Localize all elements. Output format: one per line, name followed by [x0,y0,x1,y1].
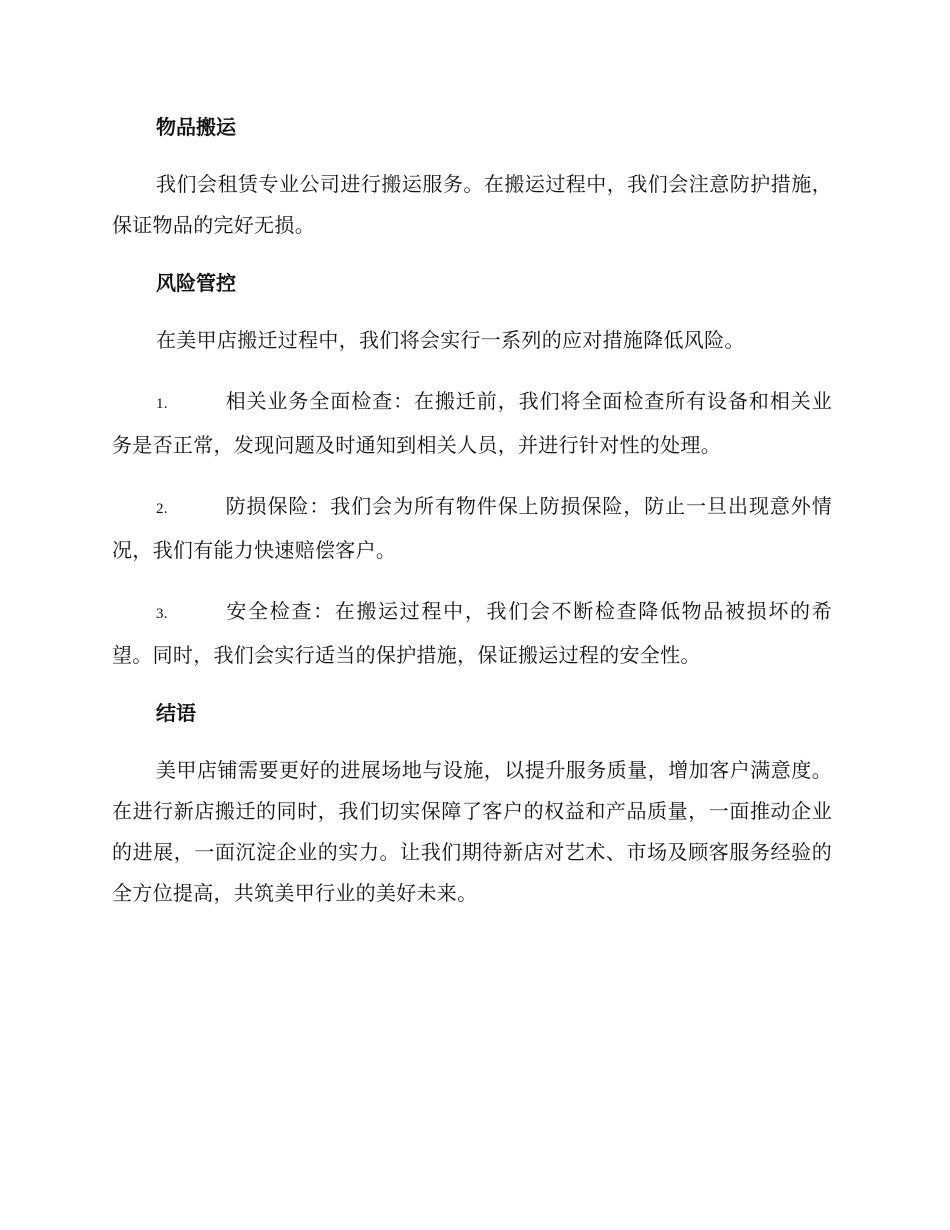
list-item-2 [112,486,832,571]
list-text-1: 相关业务全面检查：在搬迁前，我们将全面检查所有设备和相关业务是否正常，发现问题及时通知到相关人员，并进行针对性的处理。 [112,389,832,457]
section-heading-risk: 风险管控 [156,271,236,295]
paragraph-conclusion: 美甲店铺需要更好的进展场地与设施，以提升服务质量，增加客户满意度。在进行新店搬迁的同时，我们切实保障了客户的权益和产品质量，一面推动企业的进展，一面沉淀企业的实力。让我们期待新店对艺术、市场及顾客服务经验的全方位提高，共筑美甲行业的美好未来。 [112,758,832,905]
list-number-1: 1. [156,396,168,412]
paragraph-transport: 我们会租赁专业公司进行搬运服务。在搬运过程中，我们会注意防护措施，保证物品的完好无损。 [112,172,832,237]
section-heading-transport: 物品搬运 [156,115,236,139]
paragraph-risk-intro: 在美甲店搬迁过程中，我们将会实行一系列的应对措施降低风险。 [156,328,745,352]
section-heading-conclusion: 结语 [156,701,196,725]
list-text-3: 安全检查：在搬运过程中，我们会不断检查降低物品被损坏的希望。同时，我们会实行适当的保护措施，保证搬运过程的安全性。 [112,599,832,667]
list-text-2: 防损保险：我们会为所有物件保上防损保险，防止一旦出现意外情况，我们有能力快速赔偿客户。 [112,494,832,562]
list-number-3: 3. [156,606,168,622]
list-item-1 [112,381,832,466]
document-body [112,110,832,934]
list-item-3 [112,591,832,676]
list-number-2: 2. [156,501,168,517]
